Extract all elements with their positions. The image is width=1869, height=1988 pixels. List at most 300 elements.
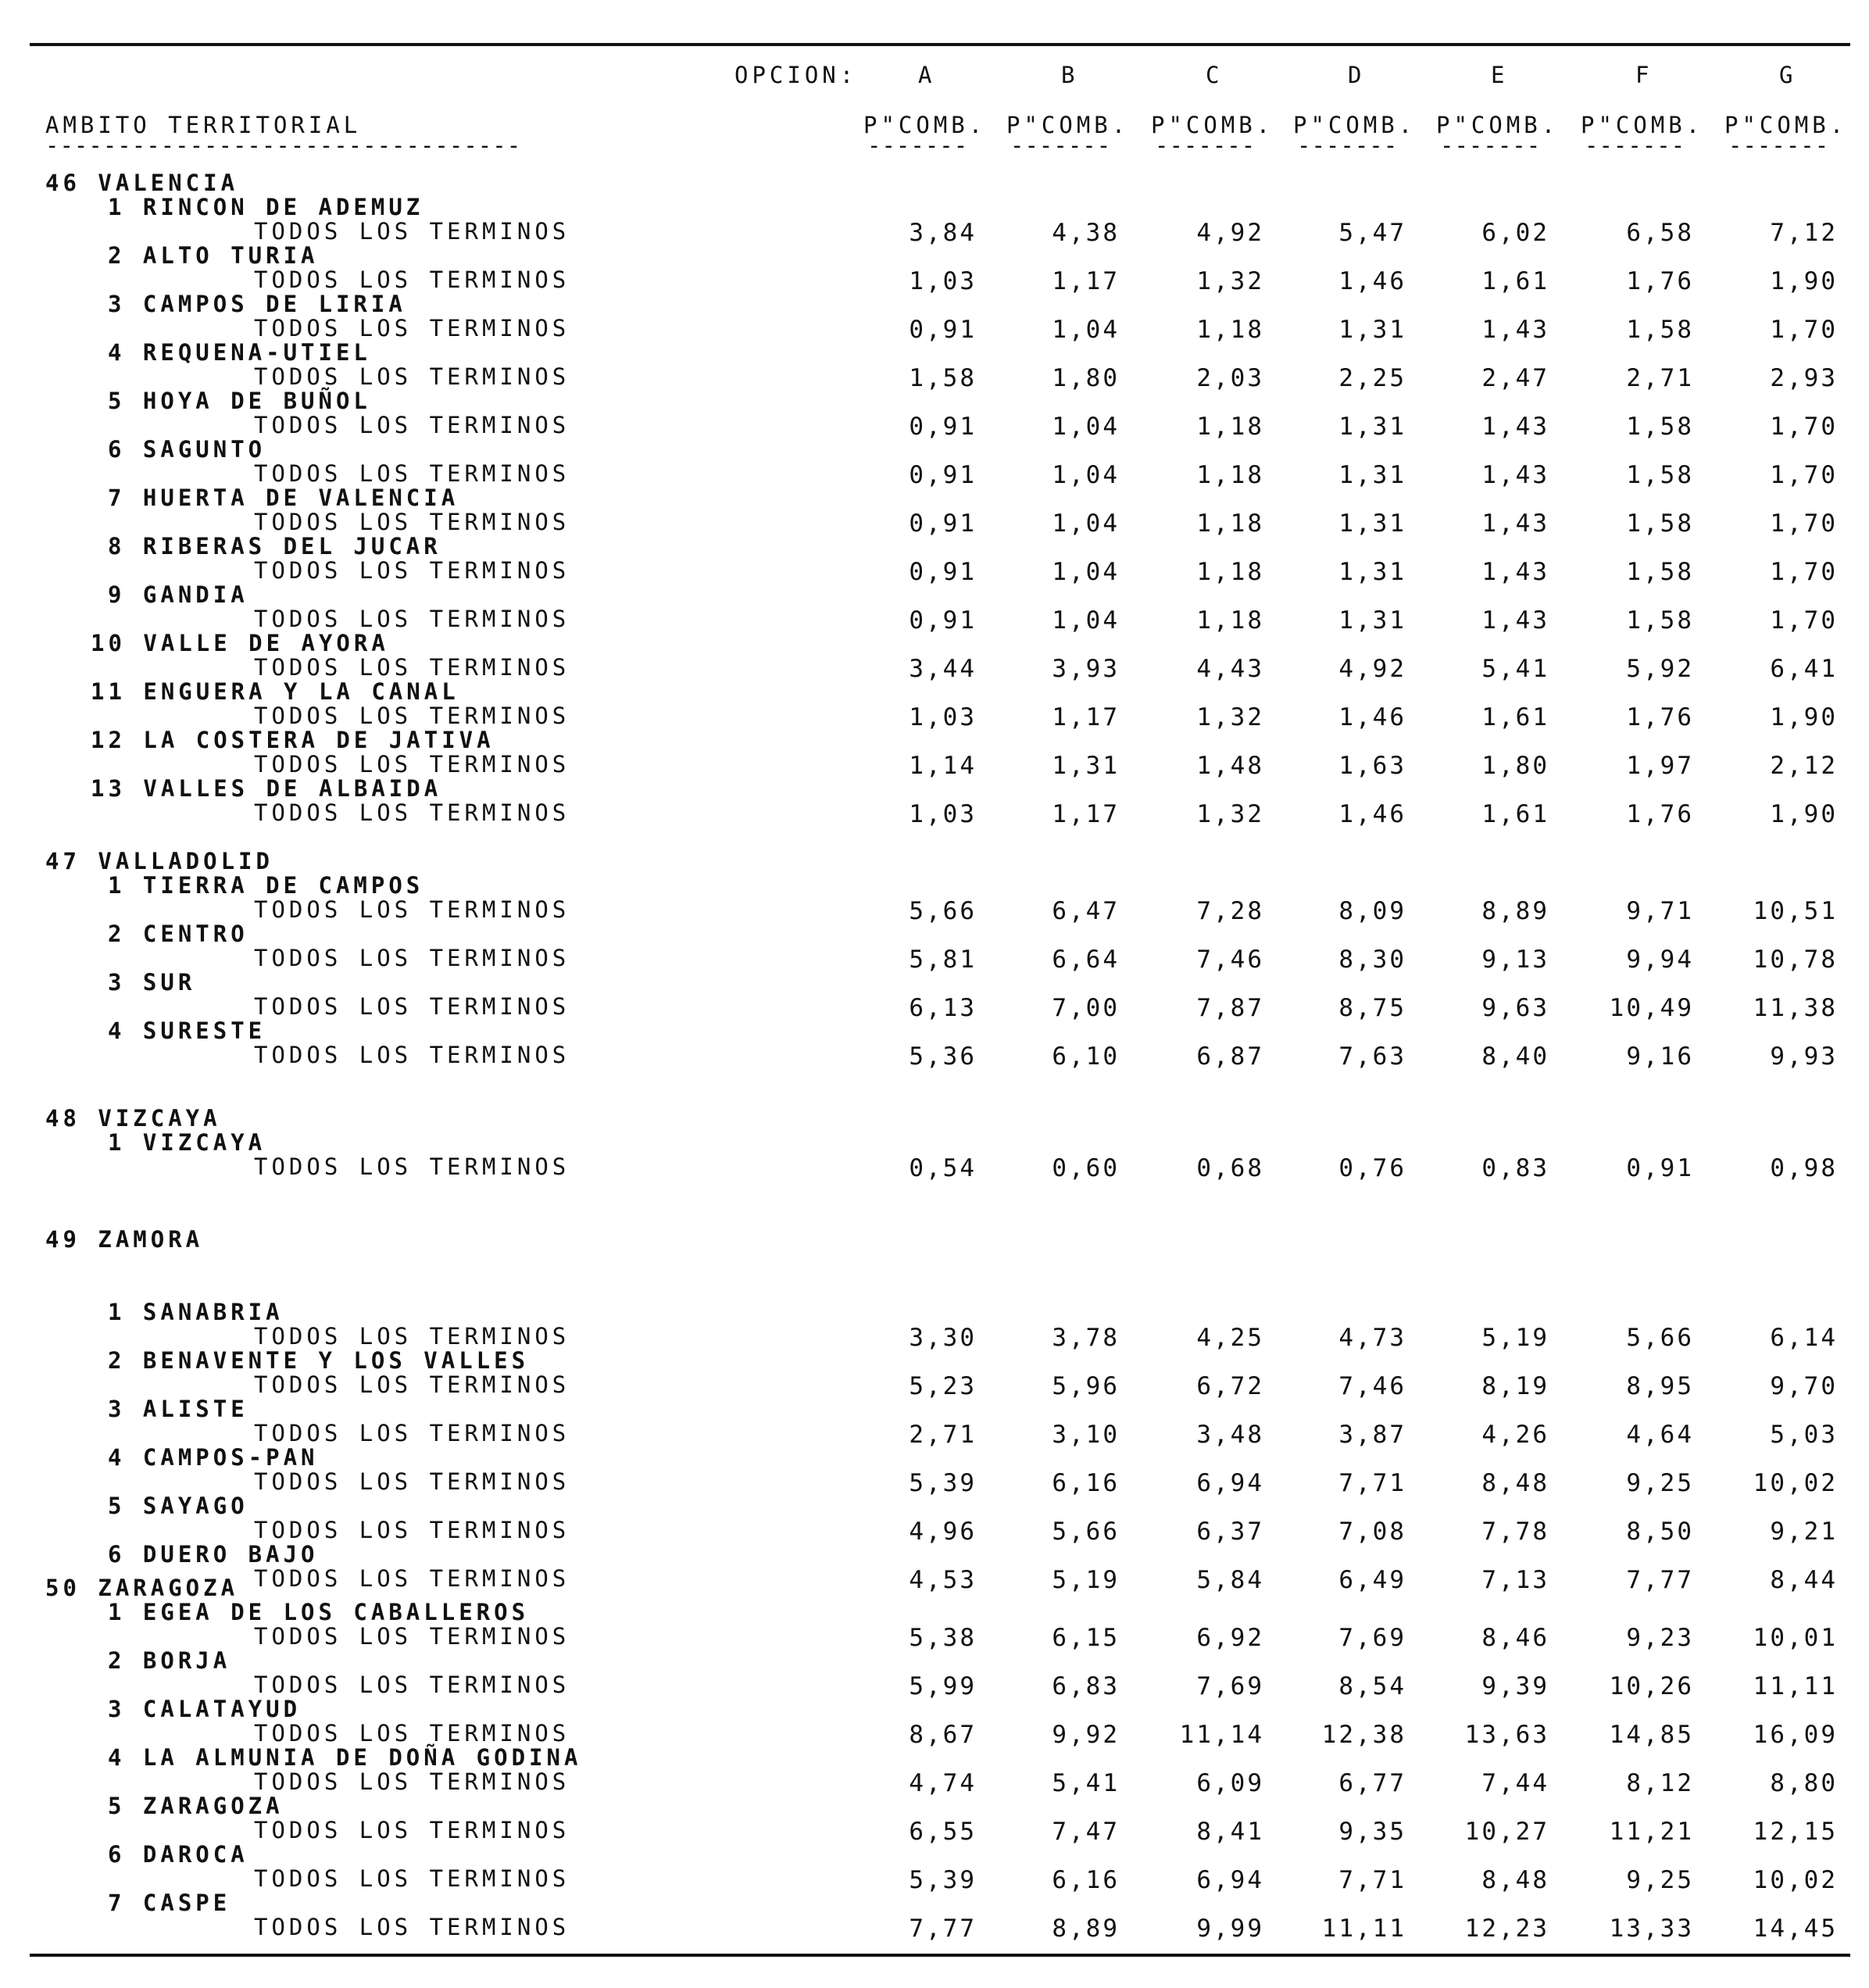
value-cell-e: 1,43 bbox=[1481, 510, 1549, 538]
value-cell-c: 1,18 bbox=[1196, 461, 1264, 489]
value-cell-g: 1,70 bbox=[1770, 461, 1838, 489]
value-cell-g: 1,90 bbox=[1770, 267, 1838, 295]
terminos-label: TODOS LOS TERMINOS bbox=[254, 1565, 570, 1592]
column-header-pcomb: P"COMB. bbox=[1006, 112, 1130, 138]
value-cell-f: 5,92 bbox=[1626, 655, 1694, 683]
value-cell-e: 7,13 bbox=[1481, 1566, 1549, 1594]
value-cell-d: 3,87 bbox=[1338, 1421, 1406, 1449]
column-header-pcomb: P"COMB. bbox=[1724, 112, 1848, 138]
value-cell-b: 1,80 bbox=[1052, 364, 1120, 392]
value-cell-d: 7,71 bbox=[1338, 1469, 1406, 1497]
value-cell-d: 2,25 bbox=[1338, 364, 1406, 392]
value-cell-b: 6,83 bbox=[1052, 1672, 1120, 1700]
value-cell-a: 0,91 bbox=[909, 558, 977, 586]
value-cell-e: 8,48 bbox=[1481, 1866, 1549, 1894]
terminos-label: TODOS LOS TERMINOS bbox=[254, 1371, 570, 1398]
value-cell-c: 1,18 bbox=[1196, 558, 1264, 586]
column-header-underline: ------- bbox=[1155, 132, 1256, 159]
value-cell-d: 7,63 bbox=[1338, 1042, 1406, 1071]
value-cell-f: 6,58 bbox=[1626, 219, 1694, 247]
value-cell-g: 1,90 bbox=[1770, 703, 1838, 731]
comarca-label: 4 REQUENA-UTIEL bbox=[108, 339, 371, 366]
comarca-label: 4 CAMPOS-PAN bbox=[108, 1444, 319, 1471]
value-cell-e: 5,19 bbox=[1481, 1324, 1549, 1352]
comarca-label: 10 VALLE DE AYORA bbox=[91, 630, 389, 656]
terminos-label: TODOS LOS TERMINOS bbox=[254, 1768, 570, 1795]
value-cell-a: 4,96 bbox=[909, 1518, 977, 1546]
value-cell-e: 4,26 bbox=[1481, 1421, 1549, 1449]
value-cell-b: 6,16 bbox=[1052, 1469, 1120, 1497]
value-cell-g: 9,21 bbox=[1770, 1518, 1838, 1546]
value-cell-f: 10,26 bbox=[1609, 1672, 1694, 1700]
comarca-label: 1 VIZCAYA bbox=[108, 1129, 266, 1156]
column-header-pcomb: P"COMB. bbox=[1581, 112, 1704, 138]
comarca-label: 2 BORJA bbox=[108, 1647, 231, 1674]
value-cell-b: 9,92 bbox=[1052, 1721, 1120, 1749]
value-cell-e: 8,46 bbox=[1481, 1624, 1549, 1652]
terminos-label: TODOS LOS TERMINOS bbox=[254, 703, 570, 729]
value-cell-c: 1,32 bbox=[1196, 800, 1264, 828]
column-header-pcomb: P"COMB. bbox=[1293, 112, 1417, 138]
comarca-label: 4 SURESTE bbox=[108, 1017, 266, 1044]
value-cell-d: 8,75 bbox=[1338, 994, 1406, 1022]
option-letter-g: G bbox=[1779, 62, 1797, 88]
value-cell-b: 3,93 bbox=[1052, 655, 1120, 683]
column-header-underline: ------- bbox=[1297, 132, 1399, 159]
value-cell-g: 8,44 bbox=[1770, 1566, 1838, 1594]
value-cell-d: 7,08 bbox=[1338, 1518, 1406, 1546]
terminos-label: TODOS LOS TERMINOS bbox=[254, 509, 570, 535]
value-cell-d: 12,38 bbox=[1321, 1721, 1406, 1749]
value-cell-b: 8,89 bbox=[1052, 1915, 1120, 1943]
value-cell-f: 1,58 bbox=[1626, 558, 1694, 586]
comarca-label: 7 HUERTA DE VALENCIA bbox=[108, 484, 459, 511]
value-cell-f: 8,12 bbox=[1626, 1769, 1694, 1797]
value-cell-g: 10,02 bbox=[1753, 1469, 1838, 1497]
comarca-label: 3 SUR bbox=[108, 969, 196, 996]
value-cell-c: 4,43 bbox=[1196, 655, 1264, 683]
comarca-label: 6 DUERO BAJO bbox=[108, 1541, 319, 1568]
value-cell-e: 1,43 bbox=[1481, 413, 1549, 441]
value-cell-d: 6,77 bbox=[1338, 1769, 1406, 1797]
value-cell-d: 1,31 bbox=[1338, 606, 1406, 635]
value-cell-g: 10,78 bbox=[1753, 946, 1838, 974]
value-cell-c: 5,84 bbox=[1196, 1566, 1264, 1594]
value-cell-a: 0,91 bbox=[909, 316, 977, 344]
value-cell-g: 14,45 bbox=[1753, 1915, 1838, 1943]
column-header-underline: ------- bbox=[1010, 132, 1112, 159]
value-cell-e: 10,27 bbox=[1464, 1818, 1549, 1846]
province-heading: 47 VALLADOLID bbox=[45, 848, 273, 874]
value-cell-f: 11,21 bbox=[1609, 1818, 1694, 1846]
value-cell-c: 7,69 bbox=[1196, 1672, 1264, 1700]
value-cell-c: 6,87 bbox=[1196, 1042, 1264, 1071]
value-cell-g: 1,70 bbox=[1770, 413, 1838, 441]
terminos-label: TODOS LOS TERMINOS bbox=[254, 751, 570, 778]
value-cell-a: 0,91 bbox=[909, 413, 977, 441]
value-cell-g: 10,51 bbox=[1753, 897, 1838, 925]
value-cell-f: 9,25 bbox=[1626, 1469, 1694, 1497]
value-cell-b: 1,17 bbox=[1052, 267, 1120, 295]
value-cell-d: 5,47 bbox=[1338, 219, 1406, 247]
value-cell-g: 9,93 bbox=[1770, 1042, 1838, 1071]
option-letter-d: D bbox=[1348, 62, 1366, 88]
comarca-label: 1 TIERRA DE CAMPOS bbox=[108, 872, 424, 899]
terminos-label: TODOS LOS TERMINOS bbox=[254, 218, 570, 245]
value-cell-c: 1,32 bbox=[1196, 267, 1264, 295]
value-cell-d: 1,31 bbox=[1338, 461, 1406, 489]
value-cell-d: 4,92 bbox=[1338, 655, 1406, 683]
column-header-pcomb: P"COMB. bbox=[1151, 112, 1274, 138]
value-cell-e: 6,02 bbox=[1481, 219, 1549, 247]
value-cell-a: 1,58 bbox=[909, 364, 977, 392]
value-cell-e: 8,89 bbox=[1481, 897, 1549, 925]
value-cell-b: 5,66 bbox=[1052, 1518, 1120, 1546]
comarca-label: 3 CALATAYUD bbox=[108, 1696, 302, 1722]
value-cell-f: 7,77 bbox=[1626, 1566, 1694, 1594]
column-header-pcomb: P"COMB. bbox=[1436, 112, 1560, 138]
value-cell-c: 6,72 bbox=[1196, 1372, 1264, 1400]
value-cell-b: 3,78 bbox=[1052, 1324, 1120, 1352]
value-cell-e: 7,78 bbox=[1481, 1518, 1549, 1546]
value-cell-e: 1,80 bbox=[1481, 752, 1549, 780]
value-cell-e: 1,43 bbox=[1481, 316, 1549, 344]
value-cell-g: 1,70 bbox=[1770, 606, 1838, 635]
value-cell-a: 0,91 bbox=[909, 461, 977, 489]
column-header-underline: ------- bbox=[1440, 132, 1542, 159]
comarca-label: 5 ZARAGOZA bbox=[108, 1793, 284, 1819]
value-cell-b: 7,00 bbox=[1052, 994, 1120, 1022]
value-cell-a: 8,67 bbox=[909, 1721, 977, 1749]
value-cell-d: 1,46 bbox=[1338, 703, 1406, 731]
comarca-label: 1 RINCON DE ADEMUZ bbox=[108, 194, 424, 220]
province-heading: 46 VALENCIA bbox=[45, 170, 239, 196]
value-cell-a: 4,53 bbox=[909, 1566, 977, 1594]
terminos-label: TODOS LOS TERMINOS bbox=[254, 993, 570, 1020]
value-cell-g: 5,03 bbox=[1770, 1421, 1838, 1449]
comarca-label: 7 CASPE bbox=[108, 1890, 231, 1916]
terminos-label: TODOS LOS TERMINOS bbox=[254, 1468, 570, 1495]
province-heading: 48 VIZCAYA bbox=[45, 1105, 221, 1132]
option-letter-c: C bbox=[1206, 62, 1224, 88]
value-cell-c: 6,09 bbox=[1196, 1769, 1264, 1797]
option-letter-e: E bbox=[1491, 62, 1509, 88]
value-cell-g: 10,02 bbox=[1753, 1866, 1838, 1894]
option-letter-f: F bbox=[1635, 62, 1653, 88]
value-cell-f: 9,94 bbox=[1626, 946, 1694, 974]
value-cell-b: 5,96 bbox=[1052, 1372, 1120, 1400]
value-cell-g: 2,12 bbox=[1770, 752, 1838, 780]
comarca-label: 5 HOYA DE BUÑOL bbox=[108, 388, 371, 414]
value-cell-e: 9,39 bbox=[1481, 1672, 1549, 1700]
value-cell-b: 7,47 bbox=[1052, 1818, 1120, 1846]
value-cell-f: 1,76 bbox=[1626, 267, 1694, 295]
value-cell-b: 3,10 bbox=[1052, 1421, 1120, 1449]
value-cell-c: 9,99 bbox=[1196, 1915, 1264, 1943]
comarca-label: 3 ALISTE bbox=[108, 1396, 248, 1422]
value-cell-g: 1,70 bbox=[1770, 558, 1838, 586]
terminos-label: TODOS LOS TERMINOS bbox=[254, 1323, 570, 1350]
column-header-underline: ------- bbox=[1728, 132, 1830, 159]
value-cell-e: 1,61 bbox=[1481, 800, 1549, 828]
value-cell-b: 5,41 bbox=[1052, 1769, 1120, 1797]
value-cell-d: 11,11 bbox=[1321, 1915, 1406, 1943]
value-cell-b: 1,04 bbox=[1052, 316, 1120, 344]
value-cell-c: 11,14 bbox=[1179, 1721, 1264, 1749]
column-header-pcomb: P"COMB. bbox=[863, 112, 987, 138]
comarca-label: 12 LA COSTERA DE JATIVA bbox=[91, 727, 495, 753]
value-cell-c: 7,87 bbox=[1196, 994, 1264, 1022]
value-cell-e: 1,61 bbox=[1481, 267, 1549, 295]
value-cell-f: 2,71 bbox=[1626, 364, 1694, 392]
terminos-label: TODOS LOS TERMINOS bbox=[254, 799, 570, 826]
value-cell-a: 1,03 bbox=[909, 800, 977, 828]
value-cell-b: 6,16 bbox=[1052, 1866, 1120, 1894]
value-cell-f: 1,76 bbox=[1626, 703, 1694, 731]
province-heading: 50 ZARAGOZA bbox=[45, 1575, 239, 1601]
value-cell-b: 1,17 bbox=[1052, 703, 1120, 731]
comarca-label: 2 CENTRO bbox=[108, 921, 248, 947]
value-cell-b: 6,10 bbox=[1052, 1042, 1120, 1071]
value-cell-d: 4,73 bbox=[1338, 1324, 1406, 1352]
value-cell-g: 6,41 bbox=[1770, 655, 1838, 683]
value-cell-d: 6,49 bbox=[1338, 1566, 1406, 1594]
value-cell-d: 1,46 bbox=[1338, 800, 1406, 828]
value-cell-c: 4,25 bbox=[1196, 1324, 1264, 1352]
value-cell-c: 1,18 bbox=[1196, 510, 1264, 538]
ambito-underline: --------------------------------- bbox=[45, 132, 522, 159]
value-cell-a: 1,03 bbox=[909, 267, 977, 295]
value-cell-d: 1,31 bbox=[1338, 558, 1406, 586]
terminos-label: TODOS LOS TERMINOS bbox=[254, 412, 570, 438]
value-cell-e: 8,48 bbox=[1481, 1469, 1549, 1497]
value-cell-a: 5,66 bbox=[909, 897, 977, 925]
value-cell-b: 1,31 bbox=[1052, 752, 1120, 780]
value-cell-b: 0,60 bbox=[1052, 1154, 1120, 1182]
terminos-label: TODOS LOS TERMINOS bbox=[254, 1865, 570, 1892]
value-cell-e: 13,63 bbox=[1464, 1721, 1549, 1749]
value-cell-c: 0,68 bbox=[1196, 1154, 1264, 1182]
value-cell-c: 1,48 bbox=[1196, 752, 1264, 780]
value-cell-a: 3,30 bbox=[909, 1324, 977, 1352]
comarca-label: 5 SAYAGO bbox=[108, 1493, 248, 1519]
value-cell-d: 1,31 bbox=[1338, 510, 1406, 538]
value-cell-a: 1,14 bbox=[909, 752, 977, 780]
value-cell-b: 5,19 bbox=[1052, 1566, 1120, 1594]
province-heading: 49 ZAMORA bbox=[45, 1226, 204, 1253]
value-cell-g: 9,70 bbox=[1770, 1372, 1838, 1400]
value-cell-e: 12,23 bbox=[1464, 1915, 1549, 1943]
comarca-label: 6 SAGUNTO bbox=[108, 436, 266, 463]
value-cell-a: 5,36 bbox=[909, 1042, 977, 1071]
terminos-label: TODOS LOS TERMINOS bbox=[254, 315, 570, 341]
value-cell-c: 6,94 bbox=[1196, 1866, 1264, 1894]
value-cell-f: 9,25 bbox=[1626, 1866, 1694, 1894]
value-cell-a: 3,44 bbox=[909, 655, 977, 683]
value-cell-c: 7,46 bbox=[1196, 946, 1264, 974]
terminos-label: TODOS LOS TERMINOS bbox=[254, 1623, 570, 1650]
value-cell-d: 0,76 bbox=[1338, 1154, 1406, 1182]
value-cell-e: 1,43 bbox=[1481, 558, 1549, 586]
value-cell-e: 2,47 bbox=[1481, 364, 1549, 392]
value-cell-a: 6,55 bbox=[909, 1818, 977, 1846]
value-cell-a: 0,91 bbox=[909, 510, 977, 538]
value-cell-f: 1,76 bbox=[1626, 800, 1694, 828]
value-cell-a: 0,54 bbox=[909, 1154, 977, 1182]
comarca-label: 8 RIBERAS DEL JUCAR bbox=[108, 533, 441, 560]
value-cell-f: 8,95 bbox=[1626, 1372, 1694, 1400]
value-cell-d: 8,09 bbox=[1338, 897, 1406, 925]
value-cell-a: 5,99 bbox=[909, 1672, 977, 1700]
value-cell-d: 7,69 bbox=[1338, 1624, 1406, 1652]
value-cell-c: 8,41 bbox=[1196, 1818, 1264, 1846]
value-cell-c: 1,18 bbox=[1196, 316, 1264, 344]
value-cell-f: 1,58 bbox=[1626, 606, 1694, 635]
value-cell-a: 5,23 bbox=[909, 1372, 977, 1400]
comarca-label: 4 LA ALMUNIA DE DOÑA GODINA bbox=[108, 1744, 582, 1771]
value-cell-a: 3,84 bbox=[909, 219, 977, 247]
value-cell-f: 9,23 bbox=[1626, 1624, 1694, 1652]
value-cell-d: 1,46 bbox=[1338, 267, 1406, 295]
column-header-underline: ------- bbox=[1585, 132, 1686, 159]
value-cell-d: 9,35 bbox=[1338, 1818, 1406, 1846]
value-cell-f: 13,33 bbox=[1609, 1915, 1694, 1943]
value-cell-e: 1,61 bbox=[1481, 703, 1549, 731]
value-cell-g: 1,90 bbox=[1770, 800, 1838, 828]
value-cell-g: 7,12 bbox=[1770, 219, 1838, 247]
comarca-label: 11 ENGUERA Y LA CANAL bbox=[91, 678, 459, 705]
value-cell-f: 1,58 bbox=[1626, 461, 1694, 489]
value-cell-f: 1,58 bbox=[1626, 316, 1694, 344]
value-cell-f: 8,50 bbox=[1626, 1518, 1694, 1546]
value-cell-g: 0,98 bbox=[1770, 1154, 1838, 1182]
comarca-label: 2 ALTO TURIA bbox=[108, 242, 319, 269]
value-cell-f: 9,16 bbox=[1626, 1042, 1694, 1071]
value-cell-g: 11,11 bbox=[1753, 1672, 1838, 1700]
value-cell-d: 8,54 bbox=[1338, 1672, 1406, 1700]
value-cell-f: 0,91 bbox=[1626, 1154, 1694, 1182]
value-cell-a: 5,38 bbox=[909, 1624, 977, 1652]
terminos-label: TODOS LOS TERMINOS bbox=[254, 654, 570, 681]
value-cell-e: 8,40 bbox=[1481, 1042, 1549, 1071]
value-cell-d: 7,46 bbox=[1338, 1372, 1406, 1400]
value-cell-g: 2,93 bbox=[1770, 364, 1838, 392]
terminos-label: TODOS LOS TERMINOS bbox=[254, 1672, 570, 1698]
value-cell-b: 4,38 bbox=[1052, 219, 1120, 247]
value-cell-c: 3,48 bbox=[1196, 1421, 1264, 1449]
value-cell-d: 1,31 bbox=[1338, 316, 1406, 344]
bottom-rule bbox=[30, 1954, 1850, 1957]
value-cell-c: 2,03 bbox=[1196, 364, 1264, 392]
terminos-label: TODOS LOS TERMINOS bbox=[254, 460, 570, 487]
comarca-label: 2 BENAVENTE Y LOS VALLES bbox=[108, 1347, 530, 1374]
value-cell-b: 1,04 bbox=[1052, 606, 1120, 635]
terminos-label: TODOS LOS TERMINOS bbox=[254, 1914, 570, 1940]
value-cell-d: 8,30 bbox=[1338, 946, 1406, 974]
terminos-label: TODOS LOS TERMINOS bbox=[254, 363, 570, 390]
terminos-label: TODOS LOS TERMINOS bbox=[254, 606, 570, 632]
value-cell-e: 1,43 bbox=[1481, 606, 1549, 635]
terminos-label: TODOS LOS TERMINOS bbox=[254, 896, 570, 923]
comarca-label: 3 CAMPOS DE LIRIA bbox=[108, 291, 406, 317]
value-cell-c: 1,18 bbox=[1196, 413, 1264, 441]
terminos-label: TODOS LOS TERMINOS bbox=[254, 557, 570, 584]
value-cell-c: 7,28 bbox=[1196, 897, 1264, 925]
comarca-label: 6 DAROCA bbox=[108, 1841, 248, 1868]
value-cell-c: 6,94 bbox=[1196, 1469, 1264, 1497]
terminos-label: TODOS LOS TERMINOS bbox=[254, 1517, 570, 1543]
value-cell-g: 12,15 bbox=[1753, 1818, 1838, 1846]
value-cell-g: 16,09 bbox=[1753, 1721, 1838, 1749]
value-cell-g: 6,14 bbox=[1770, 1324, 1838, 1352]
value-cell-c: 4,92 bbox=[1196, 219, 1264, 247]
value-cell-b: 6,64 bbox=[1052, 946, 1120, 974]
value-cell-c: 6,92 bbox=[1196, 1624, 1264, 1652]
value-cell-c: 6,37 bbox=[1196, 1518, 1264, 1546]
value-cell-g: 11,38 bbox=[1753, 994, 1838, 1022]
value-cell-c: 1,18 bbox=[1196, 606, 1264, 635]
value-cell-a: 5,39 bbox=[909, 1469, 977, 1497]
option-letter-b: B bbox=[1061, 62, 1079, 88]
value-cell-a: 5,81 bbox=[909, 946, 977, 974]
terminos-label: TODOS LOS TERMINOS bbox=[254, 1720, 570, 1747]
value-cell-a: 2,71 bbox=[909, 1421, 977, 1449]
value-cell-g: 1,70 bbox=[1770, 316, 1838, 344]
value-cell-f: 10,49 bbox=[1609, 994, 1694, 1022]
value-cell-e: 9,63 bbox=[1481, 994, 1549, 1022]
value-cell-f: 9,71 bbox=[1626, 897, 1694, 925]
value-cell-e: 5,41 bbox=[1481, 655, 1549, 683]
value-cell-c: 1,32 bbox=[1196, 703, 1264, 731]
comarca-label: 1 EGEA DE LOS CABALLEROS bbox=[108, 1599, 530, 1625]
value-cell-b: 1,04 bbox=[1052, 461, 1120, 489]
value-cell-a: 1,03 bbox=[909, 703, 977, 731]
value-cell-g: 10,01 bbox=[1753, 1624, 1838, 1652]
value-cell-g: 1,70 bbox=[1770, 510, 1838, 538]
value-cell-g: 8,80 bbox=[1770, 1769, 1838, 1797]
value-cell-b: 6,47 bbox=[1052, 897, 1120, 925]
value-cell-b: 1,17 bbox=[1052, 800, 1120, 828]
value-cell-f: 14,85 bbox=[1609, 1721, 1694, 1749]
value-cell-f: 1,58 bbox=[1626, 510, 1694, 538]
value-cell-a: 7,77 bbox=[909, 1915, 977, 1943]
value-cell-b: 1,04 bbox=[1052, 510, 1120, 538]
terminos-label: TODOS LOS TERMINOS bbox=[254, 1817, 570, 1843]
comarca-label: 13 VALLES DE ALBAIDA bbox=[91, 775, 442, 802]
value-cell-a: 4,74 bbox=[909, 1769, 977, 1797]
value-cell-e: 0,83 bbox=[1481, 1154, 1549, 1182]
terminos-label: TODOS LOS TERMINOS bbox=[254, 1420, 570, 1446]
terminos-label: TODOS LOS TERMINOS bbox=[254, 1042, 570, 1068]
value-cell-d: 1,63 bbox=[1338, 752, 1406, 780]
value-cell-e: 7,44 bbox=[1481, 1769, 1549, 1797]
terminos-label: TODOS LOS TERMINOS bbox=[254, 1153, 570, 1180]
column-header-underline: ------- bbox=[867, 132, 969, 159]
terminos-label: TODOS LOS TERMINOS bbox=[254, 945, 570, 971]
value-cell-e: 9,13 bbox=[1481, 946, 1549, 974]
value-cell-f: 5,66 bbox=[1626, 1324, 1694, 1352]
value-cell-f: 1,58 bbox=[1626, 413, 1694, 441]
value-cell-d: 7,71 bbox=[1338, 1866, 1406, 1894]
value-cell-a: 6,13 bbox=[909, 994, 977, 1022]
value-cell-a: 0,91 bbox=[909, 606, 977, 635]
value-cell-f: 1,97 bbox=[1626, 752, 1694, 780]
value-cell-d: 1,31 bbox=[1338, 413, 1406, 441]
value-cell-a: 5,39 bbox=[909, 1866, 977, 1894]
value-cell-e: 1,43 bbox=[1481, 461, 1549, 489]
value-cell-b: 1,04 bbox=[1052, 413, 1120, 441]
comarca-label: 1 SANABRIA bbox=[108, 1299, 284, 1325]
